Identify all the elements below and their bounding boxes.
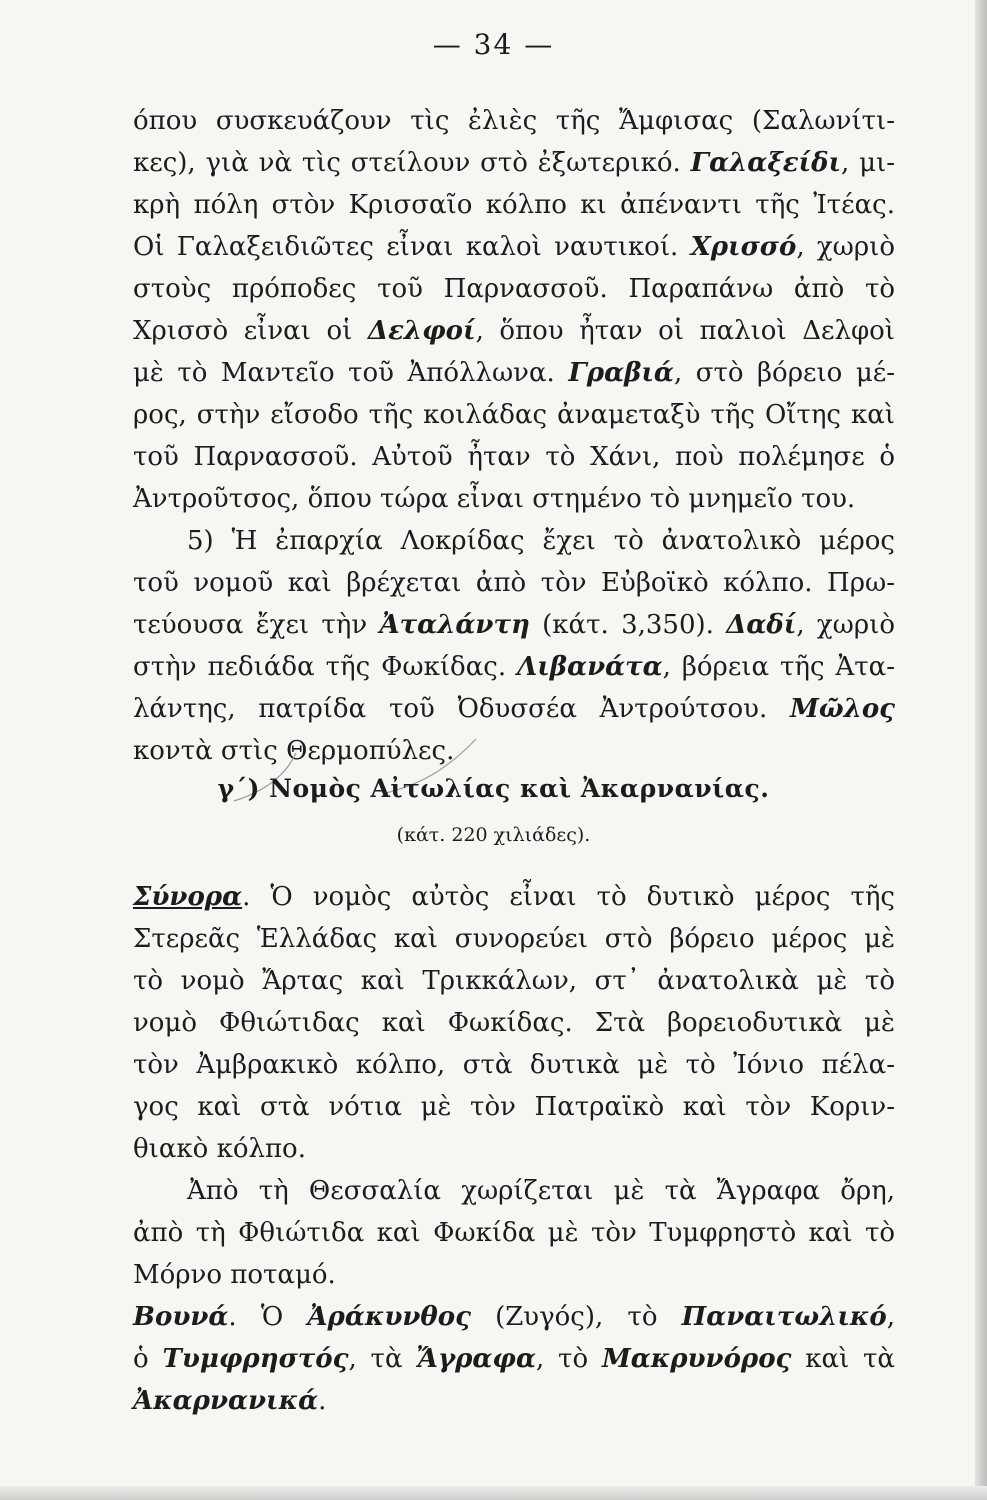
text-run: στοὺς πρόποδες τοῦ Παρνασσοῦ. Παραπάνω ἀπὸ τὸ	[133, 274, 895, 304]
page-number: — 34 —	[432, 28, 555, 61]
emphasized-term: Χρισσό	[690, 232, 797, 262]
text-run: Οἱ Γαλαξειδιῶτες εἶναι καλοὶ ναυτικοί.	[133, 232, 691, 262]
text-run: ,	[886, 1302, 895, 1332]
text-run: στὴν πεδιάδα τῆς Φωκίδας.	[133, 652, 518, 682]
text-line	[133, 478, 895, 520]
text-run: ὁ	[133, 1344, 163, 1374]
text-line	[133, 520, 895, 562]
text-line	[133, 876, 895, 918]
emphasized-term: Ἀταλάντη	[379, 610, 530, 640]
text-line	[133, 226, 895, 268]
emphasized-term: Μακρυνόρος	[601, 1344, 792, 1374]
text-line	[133, 688, 895, 730]
text-run: γος καὶ στὰ νότια μὲ τὸν Πατραϊκὸ καὶ τὸν Κοριν-	[133, 1092, 895, 1122]
text-run: λάντης, πατρίδα τοῦ Ὀδυσσέα Ἀντρούτσου.	[133, 694, 791, 724]
text-run: ἀπὸ τὴ Φθιώτιδα καὶ Φωκίδα μὲ τὸν Τυμφρηστὸ καὶ τὸ	[133, 1218, 895, 1248]
text-line	[133, 1170, 895, 1212]
text-run: .	[318, 1386, 327, 1416]
text-run: . Ὁ	[228, 1302, 308, 1332]
text-run: , βόρεια τῆς Ἀτα-	[662, 652, 895, 682]
text-line	[133, 436, 895, 478]
page-bottom-edge	[0, 1486, 987, 1500]
text-line	[133, 352, 895, 394]
emphasized-term: Λιβανάτα	[517, 652, 663, 682]
text-run: μὲ τὸ Μαντεῖο τοῦ Ἀπόλλωνα.	[133, 358, 569, 388]
text-run: 5) Ἡ ἐπαρχία Λοκρίδας ἔχει τὸ ἀνατολικὸ μέρος	[187, 526, 895, 556]
text-line	[133, 604, 895, 646]
text-line	[133, 1254, 895, 1296]
text-run: κες), γιὰ νὰ τὶς στείλουν στὸ ἐξωτερικό.	[133, 148, 691, 178]
text-run: , χωριὸ	[796, 610, 896, 640]
text-run: , χωριὸ	[796, 232, 895, 262]
text-run: νομὸ Φθιώτιδας καὶ Φωκίδας. Στὰ βορειοδυτικὰ μὲ	[133, 1008, 895, 1038]
emphasized-term: Τυμφρηστός	[162, 1344, 349, 1374]
emphasized-term: Γραβιά	[568, 358, 674, 388]
text-line	[133, 646, 895, 688]
text-run: (κάτ. 3,350).	[529, 610, 727, 640]
text-run: τοῦ νομοῦ καὶ βρέχεται ἀπὸ τὸν Εὐβοϊκὸ κόλπο. Πρω-	[133, 568, 895, 598]
text-line	[133, 1380, 895, 1422]
text-line	[133, 1296, 895, 1338]
text-run: τὸν Ἀμβρακικὸ κόλπο, στὰ δυτικὰ μὲ τὸ Ἰόνιο πέλα-	[133, 1050, 895, 1080]
page-edge-shadow	[975, 0, 987, 1500]
text-run: Ἀντροῦτσος, ὅπου τώρα εἶναι στημένο τὸ μνημεῖο του.	[133, 484, 856, 514]
text-run: (Ζυγός), τὸ	[470, 1302, 682, 1332]
text-line	[133, 1086, 895, 1128]
section-heading: γ΄) Νομὸς Αἰτωλίας καὶ Ἀκαρνανίας.	[217, 774, 770, 803]
text-run: Χρισσὸ εἶναι οἱ	[133, 316, 368, 346]
text-run: τὸ νομὸ Ἄρτας καὶ Τρικκάλων, στ᾽ ἀνατολικὰ μὲ τὸ	[133, 966, 895, 996]
paragraph-block-lokris	[133, 100, 895, 772]
section-subheading: (κάτ. 220 χιλιάδες).	[396, 824, 591, 846]
text-run: Ἀπὸ τὴ Θεσσαλία χωρίζεται μὲ τὰ Ἄγραφα ὄρη,	[187, 1176, 895, 1206]
text-line	[133, 960, 895, 1002]
text-run: θιακὸ κόλπο.	[133, 1134, 306, 1164]
emphasized-term: Ἀκαρνανικά	[133, 1386, 319, 1416]
text-line	[133, 268, 895, 310]
text-run: , τὸ	[535, 1344, 602, 1374]
text-run: κρὴ πόλη στὸν Κρισσαῖο κόλπο κι ἀπέναντι τῆς Ἰτέας.	[133, 190, 895, 220]
text-line	[133, 184, 895, 226]
text-run: , μι-	[841, 148, 896, 178]
emphasized-term: Γαλαξείδι	[690, 148, 842, 178]
text-run: , τὰ	[348, 1344, 417, 1374]
emphasized-term: Ἄγραφα	[416, 1344, 536, 1374]
text-run: ρος, στὴν εἴσοδο τῆς κοιλάδας ἀναμεταξὺ τῆς Οἴτης καὶ	[133, 400, 895, 430]
text-line	[133, 1002, 895, 1044]
text-run: , ὅπου ἦταν οἱ παλιοὶ Δελφοὶ	[475, 316, 895, 346]
emphasized-term: Βουνά	[133, 1302, 229, 1332]
text-line	[133, 310, 895, 352]
text-line	[133, 394, 895, 436]
text-run: όπου συσκευάζουν τὶς ἐλιὲς τῆς Ἄμφισας (Σαλωνίτι-	[133, 106, 895, 136]
text-run: Μόρνο ποταμό.	[133, 1260, 336, 1290]
text-line	[133, 142, 895, 184]
text-line	[133, 1044, 895, 1086]
text-line	[133, 562, 895, 604]
text-line	[133, 1212, 895, 1254]
text-run: τοῦ Παρνασσοῦ. Αὐτοῦ ἦταν τὸ Χάνι, ποὺ πολέμησε ὁ	[133, 442, 895, 472]
text-run: κοντὰ στὶς Θερμοπύλες.	[133, 736, 455, 766]
emphasized-term: Δελφοί	[367, 316, 476, 346]
text-run: , στὸ βόρειο μέ-	[673, 358, 895, 388]
text-run: τεύουσα ἔχει τὴν	[133, 610, 380, 640]
text-line	[133, 100, 895, 142]
text-run: καὶ τὰ	[791, 1344, 895, 1374]
text-run: Στερεᾶς Ἑλλάδας καὶ συνορεύει στὸ βόρειο μέρος μὲ	[133, 924, 895, 954]
emphasized-term: Μῶλος	[790, 694, 895, 724]
text-run: . Ὁ νομὸς αὐτὸς εἶναι τὸ δυτικὸ μέρος τῆς	[242, 882, 895, 912]
text-line	[133, 1338, 895, 1380]
emphasized-term: Δαδί	[726, 610, 797, 640]
text-line	[133, 1128, 895, 1170]
emphasized-term: Ἀράκυνθος	[307, 1302, 471, 1332]
paragraph-block-aitoloakarnania	[133, 876, 895, 1422]
emphasized-term: Σύνορα	[133, 882, 243, 912]
text-line	[133, 918, 895, 960]
emphasized-term: Παναιτωλικό	[681, 1302, 887, 1332]
